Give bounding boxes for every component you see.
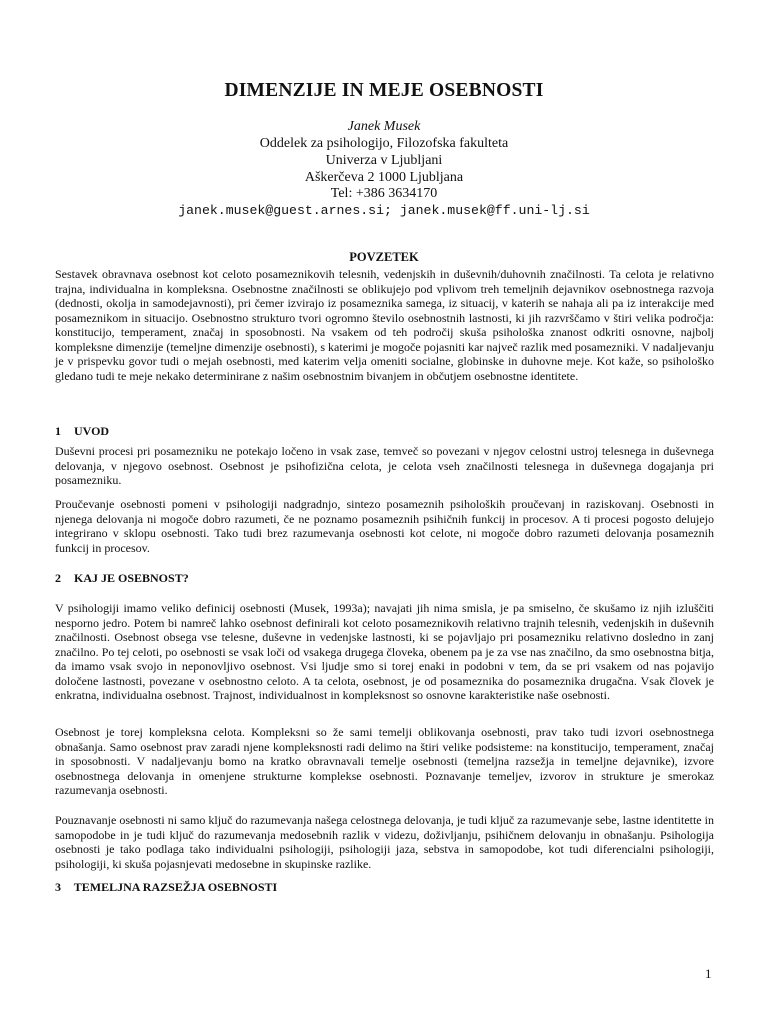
section-heading-1 [55, 424, 109, 439]
section-1-paragraph-1: Duševni procesi pri posamezniku ne potekajo ločeno in vsak zase, temveč so povezani v njegov celostni ustroj telesnega in duševnega delovanja, v njegovo osebnost. Osebnost je psihofizična celota, je celota vseh značilnosti telesnega in duševnega dogajanja pri posamezniku. [55, 444, 714, 487]
section-heading-3 [55, 880, 277, 895]
section-2-paragraph-2: Osebnost je torej kompleksna celota. Kompleksni so že sami temelji oblikovanja osebnosti, prav tako tudi izvori osebnostnega obnašanja. Samo osebnost prav zaradi njene kompleksnosti radi delimo na štiri velike podsisteme: na konstitucijo, temperament, značaj in sposobnosti. V nadaljevanju bomo na kratko obravnavali temelje osebnosti (temeljna razsežja in temeljne dejavnike), izvore osebnostnega delovanja in omenjene strukturne komplekse osebnosti. Poznavanje temeljev, izvorov in strukture je smerokaz razumevanja osebnosti. [55, 725, 714, 797]
affiliation-phone: Tel: +386 3634170 [330, 186, 438, 201]
abstract-heading: POVZETEK [349, 250, 419, 264]
section-title: KAJ JE OSEBNOST? [74, 571, 189, 585]
section-number: 3 [55, 880, 61, 894]
section-2-paragraph-1: V psihologiji imamo veliko definicij osebnosti (Musek, 1993a); navajati jih nima smisla, je pa smiselno, če skušamo iz njih izluščiti nesporno jedro. Potem bi namreč lahko osebnost definirali kot celoto posameznikovih relativno trajnih telesnih, vedenjskih in duševnih značilnosti. Osebnost obsega vse telesne, duševne in vedenjske lastnosti, ki se pojavljajo pri posamezniku relativno dosledno in zanj značilno. Po tej celoti, po osebnosti se vsak loči od vsakega drugega človeka, obenem pa je za vse nas značilno, da smo osebnostna bitja, da imamo vsak svojo in neponovljivo osebnost. Vsi ljudje smo si torej enaki in podobni v tem, da se pri vsakem od nas pojavijo določene lastnosti, povezane v osebnostno celoto. A ta celota, osebnost, je od posameznika do posameznika drugačna. Vsak človek je enkratna, individualna osebnost. Trajnost, individualnost in kompleksnost so osnovne karakteristike naše osebnosti. [55, 601, 714, 702]
section-title: TEMELJNA RAZSEŽJA OSEBNOSTI [73, 880, 278, 894]
section-title: UVOD [74, 424, 110, 438]
author-name: Janek Musek [347, 119, 421, 134]
document-title: DIMENZIJE IN MEJE OSEBNOSTI [224, 80, 544, 101]
affiliation-university: Univerza v Ljubljani [325, 153, 443, 168]
author-emails: janek.musek@guest.arnes.si; janek.musek@ff.uni-lj.si [178, 203, 590, 218]
section-number: 1 [55, 424, 61, 438]
section-number: 2 [55, 571, 61, 585]
abstract-text: Sestavek obravnava osebnost kot celoto posameznikovih telesnih, vedenjskih in duševnih/duhovnih značilnosti. Ta celota je relativno trajna, individualna in kompleksna. Osebnostne značilnosti se oblikujejo pod vplivom treh temeljnih dejavnikov osebnostnega razvoja (dednosti, okolja in samodejavnosti), pri čemer izvirajo iz posameznika samega, iz situacij, v katerih se nahaja ali pa iz interakcije med posameznikom in situacijo. Osebnostno strukturo tvori ogromno število osebnostnih lastnosti, ki jih razvrščamo v štiri velika področja: konstitucijo, temperament, značaj in sposobnosti. Na vsakem od teh področij skuša psihološka znanost odkriti osnovne, najbolj kompleksne dimenzije (temeljne dimenzije osebnosti), s katerimi je mogoče pojasniti kar največ razlik med posamezniki. V nadaljevanju je v prispevku govor tudi o mejah osebnosti, med katerim velja omeniti socialne, globinske in duhovne meje. Kot kaže, so psihološko gledano tudi te meje nekako determinirane z našim osebnostnim bivanjem in občutjem osebnostne identitete. [55, 267, 714, 383]
section-1-paragraph-2: Proučevanje osebnosti pomeni v psihologiji nadgradnjo, sintezo posameznih psiholoških proučevanj in raziskovanj. Osebnosti in njenega delovanja ni mogoče dobro razumeti, če ne poznamo posameznih psihičnih funkcij in procesov. A ti procesi pogosto delujejo integrirano v sklopu osebnosti. Tako tudi brez razumevanja osebnosti kot celote, ni mogoče dobro razumeti delovanja posameznih funkcij in procesov. [55, 497, 714, 555]
page-number: 1 [705, 966, 712, 981]
section-2-paragraph-3: Pouznavanje osebnosti ni samo ključ do razumevanja našega celostnega delovanja, je tudi ključ za razumevanje sebe, lastne identitette in samopodobe in je tudi ključ do razumevanja medosebnih razlik v videzu, doživljanju, psihičnem delovanju in obnašanju. Psihologija osebnosti je tako podlaga tako individualni psihologiji, psihologiji jaza, sebstva in samopodobe, kot tudi diferencialni psihologiji, psihologiji, ki skuša pojasnjevati medosebne in skupinske razlike. [55, 813, 714, 871]
affiliation-department: Oddelek za psihologijo, Filozofska fakulteta [259, 136, 509, 151]
section-heading-2 [55, 571, 189, 586]
affiliation-address: Aškerčeva 2 1000 Ljubljana [304, 170, 464, 185]
